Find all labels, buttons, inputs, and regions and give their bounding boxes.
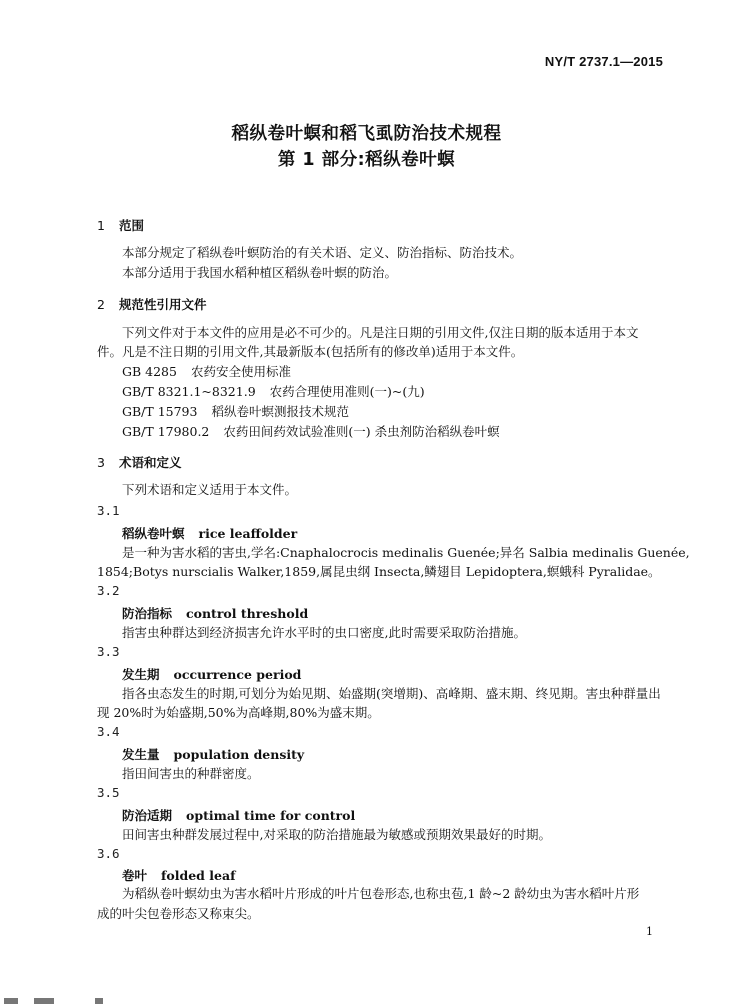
- term-definition: 是一种为害水稻的害虫,学名:Cnaphalocrocis medinalis Guenée;异名 Salbia medinalis Guenée,: [122, 545, 690, 560]
- term-heading: [122, 806, 355, 824]
- term-definition: 为稻纵卷叶螟幼虫为害水稻叶片形成的叶片包卷形态,也称虫苞,1 龄~2 龄幼虫为害水稻叶片形: [122, 886, 640, 901]
- section-2-heading: [97, 295, 207, 313]
- scan-mark: [34, 998, 54, 1004]
- section-number: 1: [97, 218, 105, 233]
- reference-code: GB/T 8321.1~8321.9: [122, 384, 256, 399]
- term-number: 3.2: [97, 583, 120, 598]
- term-definition: 田间害虫种群发展过程中,对采取的防治措施最为敏感或预期效果最好的时期。: [122, 827, 551, 842]
- paragraph: 件。凡是不注日期的引用文件,其最新版本(包括所有的修改单)适用于本文件。: [97, 344, 524, 359]
- term-zh: 发生量: [122, 747, 160, 762]
- section-number: 3: [97, 455, 105, 470]
- term-definition: 指害虫种群达到经济损害允许水平时的虫口密度,此时需要采取防治措施。: [122, 625, 526, 640]
- scan-mark: [95, 998, 103, 1004]
- term-heading: [122, 604, 308, 622]
- term-number: 3.4: [97, 724, 120, 739]
- reference-code: GB/T 15793: [122, 404, 198, 419]
- term-definition: 1854;Botys nurscialis Walker,1859,属昆虫纲 Insecta,鳞翅目 Lepidoptera,螟蛾科 Pyralidae。: [97, 564, 661, 579]
- term-number: 3.3: [97, 644, 120, 659]
- term-heading: [122, 866, 235, 884]
- reference-code: GB 4285: [122, 364, 177, 379]
- term-en: population density: [173, 747, 305, 762]
- term-definition: 指各虫态发生的时期,可划分为始见期、始盛期(突增期)、高峰期、盛末期、终见期。害虫种群量出: [122, 686, 661, 701]
- term-en: occurrence period: [173, 667, 302, 682]
- term-definition: 现 20%时为始盛期,50%为高峰期,80%为盛末期。: [97, 705, 380, 720]
- term-en: optimal time for control: [186, 808, 356, 823]
- section-title: 范围: [119, 218, 145, 233]
- term-heading: [122, 524, 297, 542]
- title-line-1: 稻纵卷叶螟和稻飞虱防治技术规程: [231, 124, 502, 144]
- term-en: folded leaf: [161, 868, 236, 883]
- term-zh: 卷叶: [122, 868, 148, 883]
- reference-code: GB/T 17980.2: [122, 424, 210, 439]
- term-heading: [122, 665, 301, 683]
- reference-name: 农药田间药效试验准则(一) 杀虫剂防治稻纵卷叶螟: [223, 424, 500, 439]
- title-line-2: 第 1 部分:稻纵卷叶螟: [277, 150, 456, 170]
- term-definition: 成的叶尖包卷形态又称束尖。: [97, 906, 260, 921]
- reference-name: 农药合理使用准则(一)~(九): [269, 384, 425, 399]
- scan-edge-marks: [0, 996, 733, 1005]
- term-heading: [122, 745, 304, 763]
- reference-item: [122, 382, 425, 400]
- term-en: rice leaffolder: [198, 526, 298, 541]
- section-1-heading: [97, 216, 144, 234]
- term-zh: 稻纵卷叶螟: [122, 526, 185, 541]
- term-number: 3.1: [97, 503, 120, 518]
- paragraph: 下列文件对于本文件的应用是必不可少的。凡是注日期的引用文件,仅注日期的版本适用于本文: [122, 325, 639, 340]
- term-zh: 防治指标: [122, 606, 173, 621]
- section-number: 2: [97, 297, 105, 312]
- reference-item: [122, 362, 291, 380]
- scan-mark: [4, 998, 18, 1004]
- term-definition: 指田间害虫的种群密度。: [122, 766, 260, 781]
- standard-number: NY/T 2737.1—2015: [544, 54, 663, 69]
- reference-item: [122, 402, 349, 420]
- reference-name: 农药安全使用标准: [190, 364, 291, 379]
- term-zh: 发生期: [122, 667, 160, 682]
- paragraph: 本部分规定了稻纵卷叶螟防治的有关术语、定义、防治指标、防治技术。: [122, 245, 523, 260]
- paragraph: 本部分适用于我国水稻种植区稻纵卷叶螟的防治。: [122, 265, 398, 280]
- section-3-heading: [97, 453, 182, 471]
- page-number: 1: [646, 925, 653, 938]
- term-zh: 防治适期: [122, 808, 173, 823]
- paragraph: 下列术语和定义适用于本文件。: [122, 482, 298, 497]
- reference-item: [122, 422, 500, 440]
- term-number: 3.5: [97, 785, 120, 800]
- term-en: control threshold: [186, 606, 309, 621]
- reference-name: 稻纵卷叶螟测报技术规范: [211, 404, 349, 419]
- section-title: 规范性引用文件: [119, 297, 207, 312]
- term-number: 3.6: [97, 846, 120, 861]
- section-title: 术语和定义: [119, 455, 182, 470]
